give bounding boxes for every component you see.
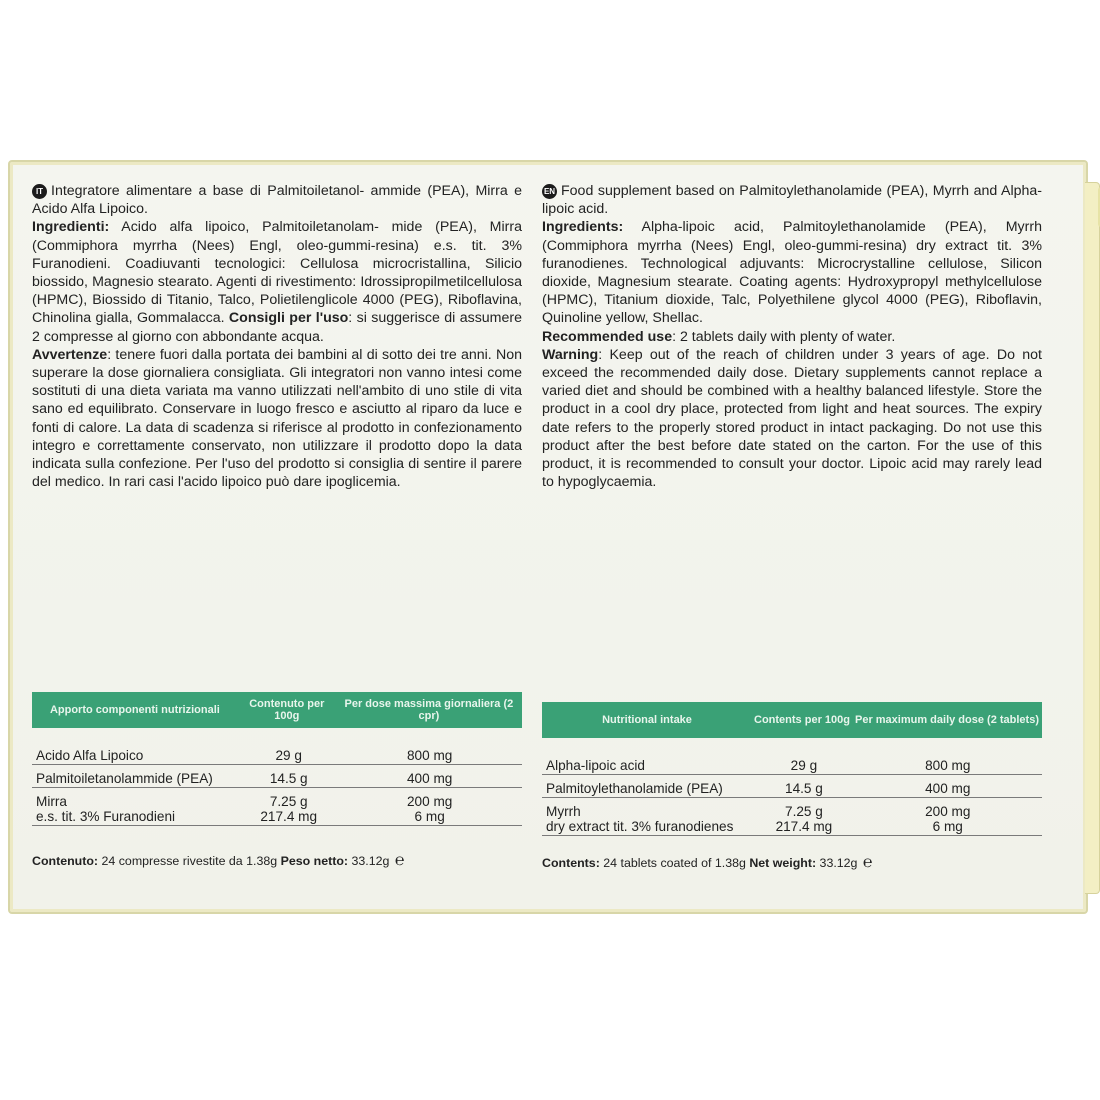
italian-use: : si suggerisce di assumere 2 compresse al giorno con abbondante acqua. xyxy=(32,310,523,345)
table-row xyxy=(32,765,522,788)
row-dose: 800 mg xyxy=(406,748,453,763)
table-row xyxy=(542,798,1042,836)
italian-language-badge: IT xyxy=(32,184,47,199)
row-name xyxy=(32,794,240,824)
italian-use-label: Consigli per l'uso xyxy=(224,310,349,327)
row-per100: 29 g xyxy=(275,748,302,763)
row-per100: 14.5 g xyxy=(785,781,823,796)
row-name-line1: Mirra xyxy=(36,794,67,809)
row-per100-line1: 7.25 g xyxy=(785,804,823,819)
row-dose: 400 mg xyxy=(925,781,971,796)
table-row xyxy=(32,788,522,826)
row-per100-line2: 217.4 mg xyxy=(260,809,318,824)
row-name: Alpha-lipoic acid xyxy=(546,758,645,773)
italian-intro: Integratore alimentare a base di Palmitoiletanol- ammide (PEA), Mirra e Acido Alfa Lipoico. xyxy=(32,183,522,218)
row-per100: 14.5 g xyxy=(269,771,308,786)
english-header-per100: Contents per 100g xyxy=(754,714,850,726)
row-per100: 29 g xyxy=(790,758,818,773)
italian-warning: : tenere fuori dalla portata dei bambini al di sotto dei tre anni. Non superare la dose giornaliera consigliata. Gli integratori non vanno intesi come sostituti di una dieta variata ma vanno utilizzati nell'ambito di uno stile di vita sano ed equilibrato. Conservare in luogo fresco e asciutto al riparo da luce e fonti di calore. La data di scadenza si riferisce al prodotto in confezionamento integro e correttamente conservato, non utilizzare il prodotto dopo la data indicata sulla confezione. Per l'uso del prodotto si consiglia di sentire il parere del medico. In rari casi l'acido lipoico può dare ipoglicemia. xyxy=(32,346,522,491)
italian-contents-text: 24 compresse rivestite da 1.38g xyxy=(98,854,281,868)
english-warning: : Keep out of the reach of children under 3 years of age. Do not exceed the recommended daily dose. Dietary supplements cannot replace a varied diet and should be combined with a healthy balanced lifestyle. Store the product in a cool dry place, protected from light and heat sources. The expiry date refers to the properly stored product in intact packaging. Do not use this product after the best before date stated on the carton. For the use of this product, it is recommended to consult your doctor. Lipoic acid may rarely lead to hypoglycaemia. xyxy=(542,346,1042,491)
english-intro: Food supplement based on Palmitoylethanolamide (PEA), Myrrh and Alpha-lipoic acid. xyxy=(542,183,1042,218)
english-weight-label: Net weight: xyxy=(749,856,817,870)
row-name xyxy=(542,804,754,834)
italian-header-per100: Contenuto per 100g xyxy=(249,698,325,722)
english-use: : 2 tablets daily with plenty of water. xyxy=(672,328,896,345)
english-contents-text: 24 tablets coated of 1.38g xyxy=(599,856,750,870)
row-name-line2: dry extract tit. 3% furanodienes xyxy=(546,819,734,834)
row-dose-line2: 6 mg xyxy=(932,819,963,834)
package-label xyxy=(8,160,1088,914)
italian-weight: 33.12g xyxy=(348,854,390,868)
english-table-header xyxy=(542,702,1042,738)
row-name: Palmitoiletanolammide (PEA) xyxy=(36,771,213,786)
row-per100 xyxy=(754,804,853,834)
italian-weight-label: Peso netto: xyxy=(280,854,349,868)
estimated-sign-icon: ℮ xyxy=(394,852,405,869)
estimated-sign-icon: ℮ xyxy=(862,854,873,871)
row-name-line1: Myrrh xyxy=(546,804,581,819)
row-dose xyxy=(337,794,522,824)
row-name: Acido Alfa Lipoico xyxy=(36,748,144,763)
row-dose: 800 mg xyxy=(925,758,971,773)
row-per100-line2: 217.4 mg xyxy=(775,819,833,834)
row-per100 xyxy=(240,794,337,824)
italian-text-column xyxy=(32,182,522,491)
row-name: Palmitoylethanolamide (PEA) xyxy=(546,781,723,796)
english-ingredients-label: Ingredients: xyxy=(542,219,624,236)
italian-contents-line xyxy=(32,852,404,870)
table-row xyxy=(32,742,522,765)
package-side-flap xyxy=(1085,182,1100,894)
italian-description xyxy=(32,182,522,491)
english-header-dose: Per maximum daily dose (2 tablets) xyxy=(854,714,1039,726)
italian-ingredients-label: Ingredienti: xyxy=(32,219,110,236)
row-name-line2: e.s. tit. 3% Furanodieni xyxy=(36,809,176,824)
italian-header-dose: Per dose massima giornaliera (2 cpr) xyxy=(344,698,514,722)
row-dose-line2: 6 mg xyxy=(414,809,445,824)
english-weight: 33.12g xyxy=(816,856,858,870)
italian-warning-label: Avvertenze xyxy=(32,346,108,363)
english-header-component: Nutritional intake xyxy=(602,714,692,726)
row-dose-line1: 200 mg xyxy=(925,804,971,819)
english-use-label: Recommended use xyxy=(542,328,673,345)
english-contents-label: Contents: xyxy=(542,856,600,870)
italian-nutrition-table xyxy=(32,692,522,826)
table-row xyxy=(542,752,1042,775)
italian-header-component: Apporto componenti nutrizionali xyxy=(49,704,220,716)
english-contents-line xyxy=(542,854,873,872)
english-description xyxy=(542,182,1042,491)
english-language-badge: EN xyxy=(542,184,557,199)
row-per100-line1: 7.25 g xyxy=(269,794,308,809)
italian-table-header xyxy=(32,692,522,728)
english-nutrition-table xyxy=(542,702,1042,836)
english-ingredients: Alpha-lipoic acid, Palmitoylethanolamide (PEA), Myrrh (Commiphora myrrha (Nees) Engl, oleo-gummi-resina) dry extract tit. 3% furanodienes. Technological adjuvants: Microcrystalline cellulose, Silicon dioxide, Magnesium stearate. Coating agents: Hydroxypropyl methylcellulose (HPMC), Titanium dioxide, Talc, Polyethilene glycol 4000 (PEG), Riboflavin, Quinoline yellow, Shellac. xyxy=(542,219,1042,327)
italian-ingredients: Acido alfa lipoico, Palmitoiletanolam- mide (PEA), Mirra (Commiphora myrrha (Nees) Engl, oleo-gummi-resina) e.s. tit. 3% Furanodieni. Coadiuvanti tecnologici: Cellulosa microcristallina, Silicio biossido, Magnesio stearato. Agenti di rivestimento: Idrossipropilmetilcellulosa (HPMC), Biossido di Titanio, Talco, Polietilenglicole 4000 (PEG), Riboflavina, Chinolina gialla, Gommalacca. xyxy=(32,219,522,327)
row-dose: 400 mg xyxy=(406,771,453,786)
english-text-column xyxy=(542,182,1042,491)
row-dose-line1: 200 mg xyxy=(406,794,453,809)
table-row xyxy=(542,775,1042,798)
row-dose xyxy=(854,804,1042,834)
italian-contents-label: Contenuto: xyxy=(32,854,99,868)
english-warning-label: Warning xyxy=(542,346,599,363)
